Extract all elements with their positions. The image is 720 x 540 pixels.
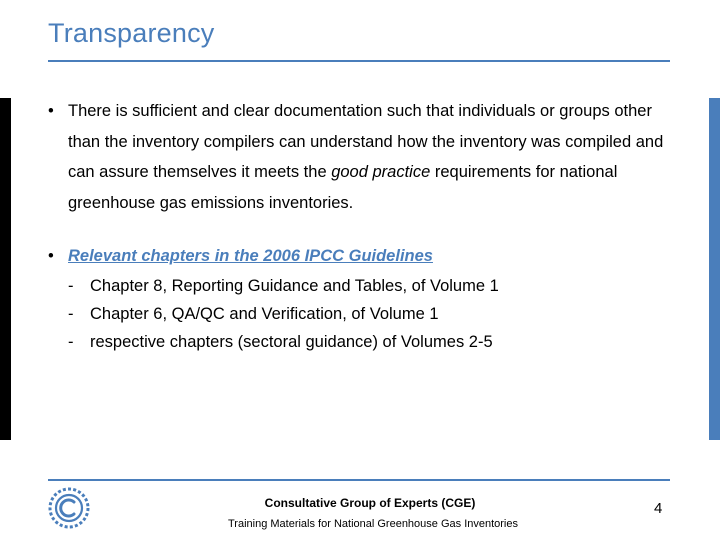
bullet-relevant-chapters [48, 241, 678, 272]
footer-subtitle: Training Materials for National Greenhouse Gas Inventories [227, 518, 518, 530]
left-accent-bar [0, 98, 11, 440]
bullet-text-after: requirements for national greenhouse gas emissions inventories. [68, 163, 618, 212]
ipcc-guidelines-link[interactable]: Relevant chapters in the 2006 IPCC Guidelines [68, 247, 433, 265]
slide-body [48, 96, 678, 356]
page-number: 4 [654, 500, 663, 517]
bullet-marker: • [48, 102, 54, 120]
sub-item-text: Chapter 6, QA/QC and Verification, of Volume 1 [90, 304, 439, 323]
slide-title: Transparency [48, 18, 215, 48]
footer-organization: Consultative Group of Experts (CGE) [264, 496, 476, 510]
bullet-text-before: There is sufficient and clear documentation such that individuals or groups other than the inventory compilers can understand how the inventory was compiled and can assure themselves it meets the [68, 102, 664, 181]
sub-item [48, 300, 678, 328]
bullet-documentation [48, 96, 678, 218]
sub-item-text: Chapter 8, Reporting Guidance and Tables, of Volume 1 [90, 276, 499, 295]
sub-item [48, 328, 678, 356]
title-divider [48, 60, 670, 62]
bullet-marker: • [48, 247, 54, 265]
right-accent-bar [709, 98, 720, 440]
sub-item [48, 272, 678, 300]
dash-marker: - [68, 332, 74, 351]
sub-item-text: respective chapters (sectoral guidance) of Volumes 2-5 [90, 332, 493, 351]
bullet-text-emphasis: good practice [331, 163, 431, 181]
dash-marker: - [68, 276, 74, 295]
dash-marker: - [68, 304, 74, 323]
footer-divider [48, 479, 670, 481]
